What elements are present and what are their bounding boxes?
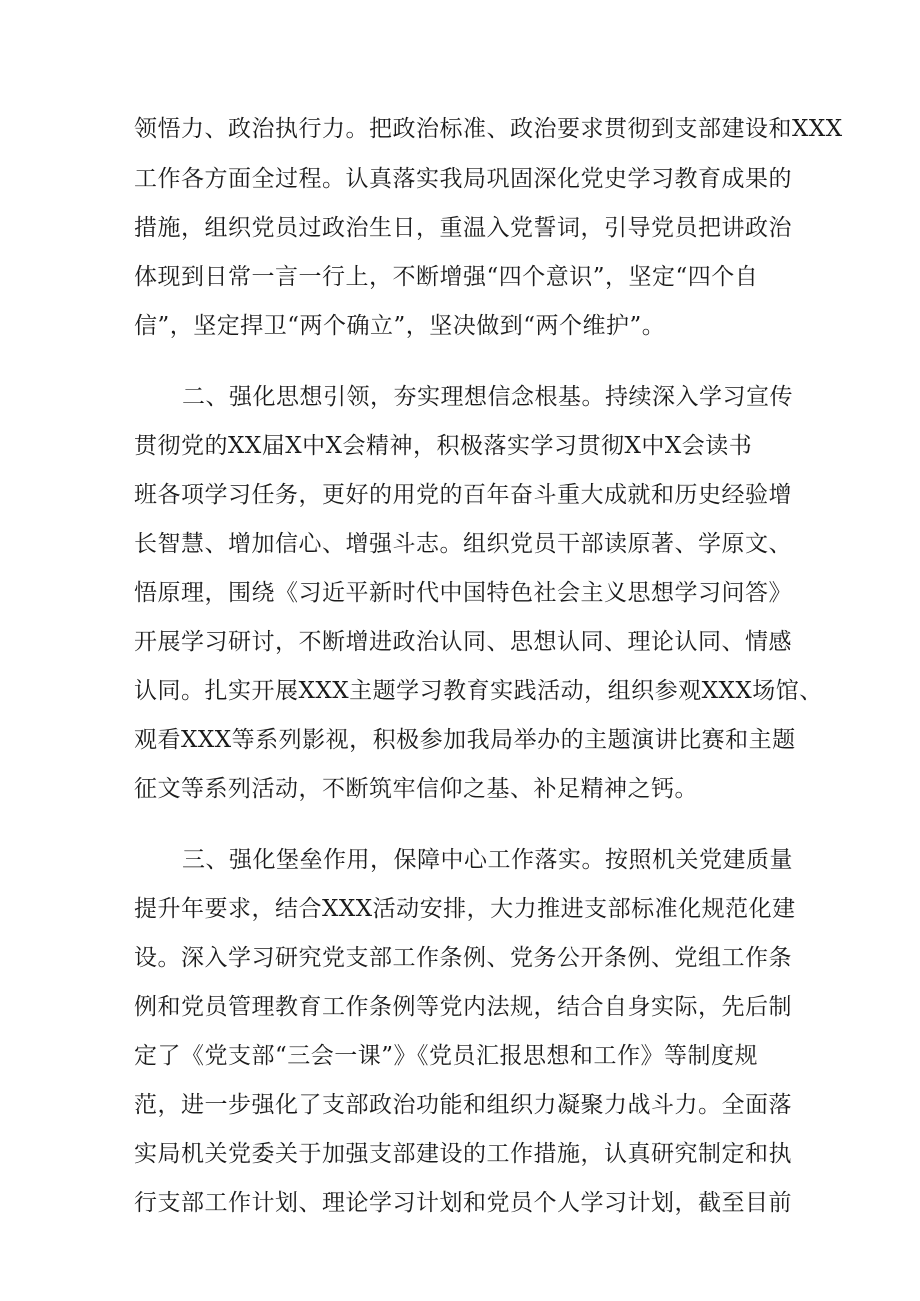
text-line: 开展学习研讨，不断增进政治认同、思想认同、理论认同、情感 [134, 629, 792, 655]
paragraph-heading-line: 二、强化思想引领，夯实理想信念根基。持续深入学习宣传 [182, 384, 793, 410]
text-line: 班各项学习任务，更好的用党的百年奋斗重大成就和历史经验增 [134, 482, 792, 508]
text-line: 认同。扎实开展XXX主题学习教育实践活动，组织参观XXX场馆、 [134, 678, 823, 704]
text-line: 体现到日常一言一行上，不断增强“四个意识”，坚定“四个自 [134, 264, 759, 290]
text-line: 设。深入学习研究党支部工作条例、党务公开条例、党组工作条 [134, 945, 792, 971]
text-line: 实局机关党委关于加强支部建设的工作措施，认真研究制定和执 [134, 1141, 792, 1167]
text-line: 提升年要求，结合XXX活动安排，大力推进支部标准化规范化建 [134, 896, 796, 922]
text-line: 范，进一步强化了支部政治功能和组织力凝聚力战斗力。全面落 [134, 1092, 792, 1118]
text-line: 悟原理，围绕《习近平新时代中国特色社会主义思想学习问答》 [134, 580, 792, 606]
text-line: 行支部工作计划、理论学习计划和党员个人学习计划，截至目前 [134, 1190, 792, 1216]
text-line: 贯彻党的XX届X中X会精神，积极落实学习贯彻X中X会读书 [134, 433, 753, 459]
text-line: 征文等系列活动，不断筑牢信仰之基、补足精神之钙。 [134, 776, 698, 802]
text-line: 定了《党支部“三会一课”》《党员汇报思想和工作》等制度规 [134, 1043, 759, 1069]
text-line: 领悟力、政治执行力。把政治标准、政治要求贯彻到支部建设和XXX [134, 116, 843, 142]
text-line: 信”，坚定捍卫“两个确立”，坚决做到“两个维护”。 [134, 313, 666, 339]
text-line: 措施，组织党员过政治生日，重温入党誓词，引导党员把讲政治 [134, 215, 792, 241]
paragraph-heading-line: 三、强化堡垒作用，保障中心工作落实。按照机关党建质量 [182, 847, 793, 873]
text-line: 长智慧、增加信心、增强斗志。组织党员干部读原著、学原文、 [134, 531, 792, 557]
text-line: 工作各方面全过程。认真落实我局巩固深化党史学习教育成果的 [134, 166, 792, 192]
text-line: 例和党员管理教育工作条例等党内法规，结合自身实际，先后制 [134, 994, 792, 1020]
text-line: 观看XXX等系列影视，积极参加我局举办的主题演讲比赛和主题 [134, 727, 796, 753]
